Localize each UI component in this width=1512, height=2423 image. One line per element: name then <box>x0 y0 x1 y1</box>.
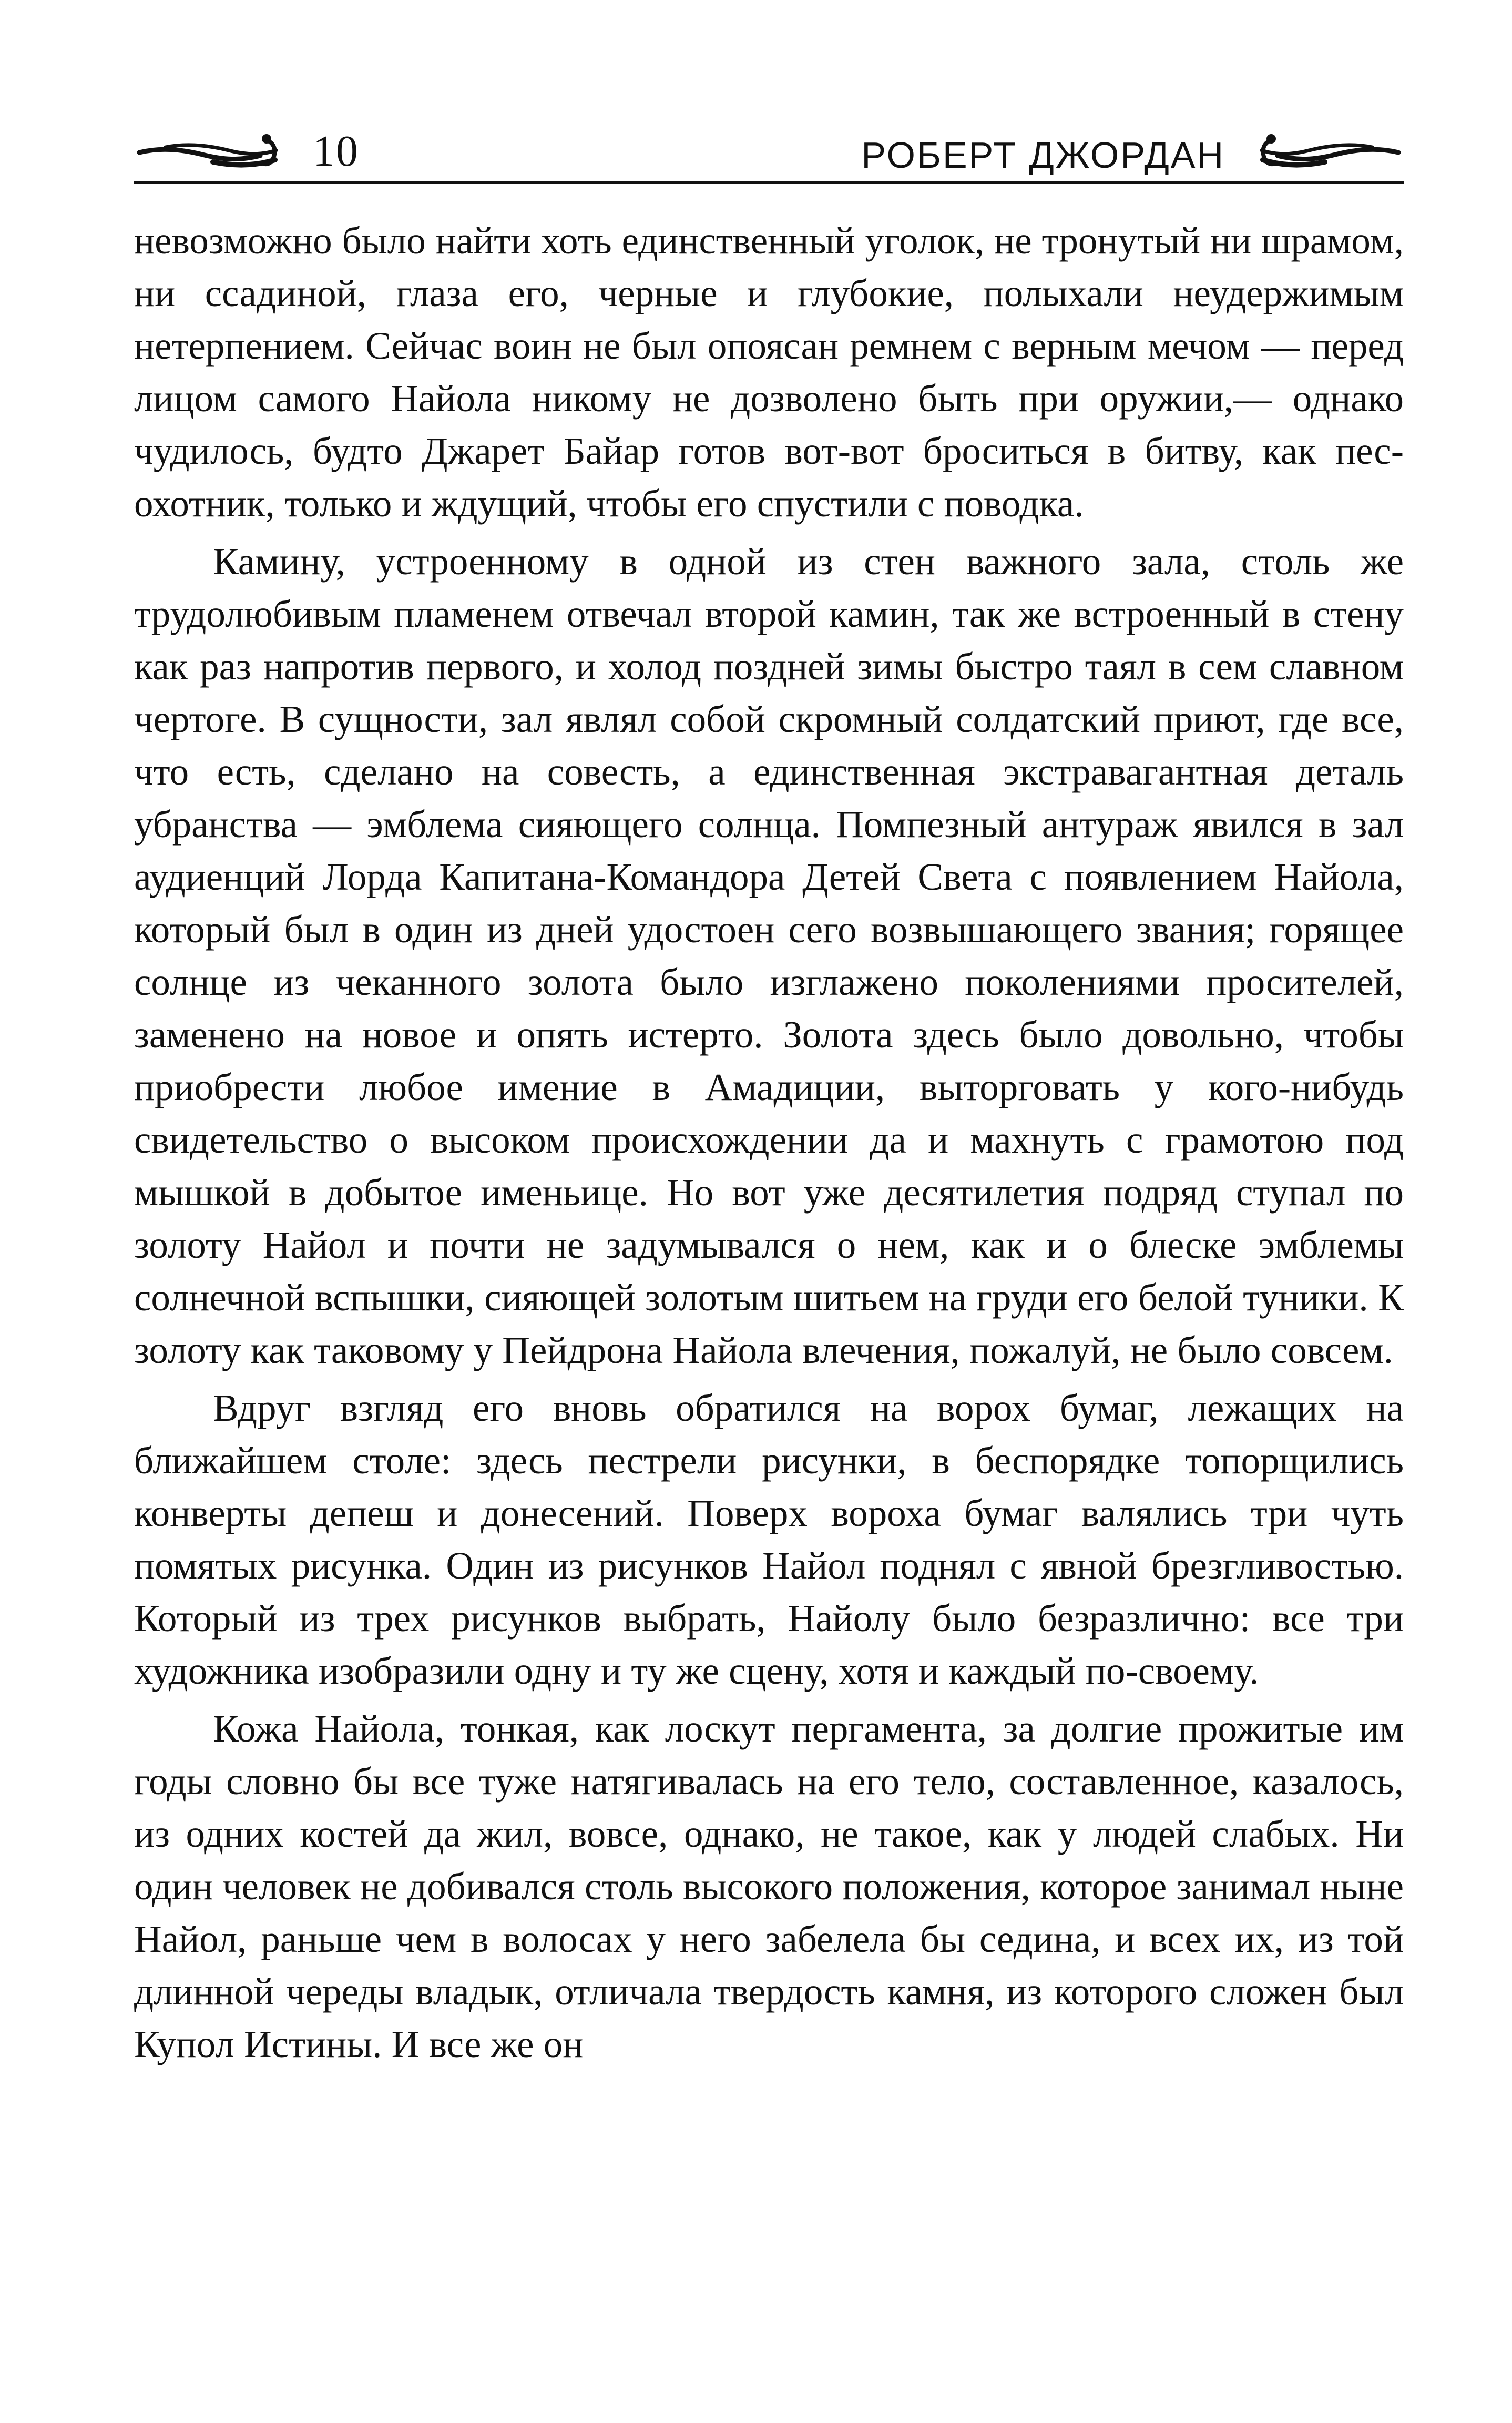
paragraph-continued: невозможно было найти хоть единственный уголок, не тронутый ни шрамом, ни ссадиной, глаза его, черные и глубокие, полыхали неудержимым нетерпением. Сейчас воин не был опоясан ремнем с верным мечом — перед лицом самого Найола никому не дозволено быть при оружии,— однако чудилось, будто Джарет Байар готов вот-вот броситься в битву, как пес-охотник, только и ждущий, чтобы его спустили с поводка. <box>134 219 1404 525</box>
book-page <box>134 105 1404 2366</box>
swash-flourish-right-icon <box>1246 131 1404 174</box>
running-head-left <box>134 129 359 174</box>
page-number: 10 <box>313 127 359 176</box>
running-title: РОБЕРТ ДЖОРДАН <box>861 135 1225 176</box>
paragraph: Кожа Найола, тонкая, как лоскут пергамента, за долгие прожитые им годы словно бы все туже натягивалась на его тело, составленное, казалось, из одних костей да жил, вовсе, однако, не такое, как у людей слабых. Ни один человек не добивался столь высокого положения, которое занимал ныне Найол, раньше чем в волосах у него забелела бы седина, и всех их, из той длинной череды владык, отличала твердость камня, из которого сложен был Купол Истины. И все же он <box>134 1707 1404 2065</box>
paragraph: Камину, устроенному в одной из стен важного зала, столь же трудолюбивым пламенем отвечал второй камин, так же встроенный в стену как раз напротив первого, и холод поздней зимы быстро таял в сем славном чертоге. В сущности, зал являл собой скромный солдатский приют, где все, что есть, сделано на совесть, а единственная экстравагантная деталь убранства — эмблема сияющего солнца. Помпезный антураж явился в зал аудиенций Лорда Капитана-Командора Детей Света с появлением Найола, который был в один из дней удостоен сего возвышающего звания; горящее солнце из чеканного золота было изглажено поколениями просителей, заменено на новое и опять истерто. Золота здесь было довольно, чтобы приобрести любое имение в Амадиции, выторговать у кого-нибудь свидетельство о высоком происхождении да и махнуть с грамотою под мышкой в добытое именьице. Но вот уже десятилетия подряд ступал по золоту Найол и почти не задумывался о нем, как и о блеске эмблемы солнечной вспышки, сияющей золотым шитьем на груди его белой туники. К золоту как таковому у Пейдрона Найола влечения, пожалуй, не было совсем. <box>134 540 1404 1371</box>
swash-flourish-left-icon <box>134 131 292 174</box>
body-text <box>134 215 1404 2071</box>
running-head <box>134 105 1404 184</box>
paragraph: Вдруг взгляд его вновь обратился на ворох бумаг, лежащих на ближайшем столе: здесь пестрели рисунки, в беспорядке топорщились конверты депеш и донесений. Поверх вороха бумаг валялись три чуть помятых рисунка. Один из рисунков Найол поднял с явной брезгливостью. Который из трех рисунков выбрать, Найолу было безразлично: все три художника изобразили одну и ту же сцену, хотя и каждый по-своему. <box>134 1387 1404 1692</box>
running-head-right <box>861 131 1404 174</box>
